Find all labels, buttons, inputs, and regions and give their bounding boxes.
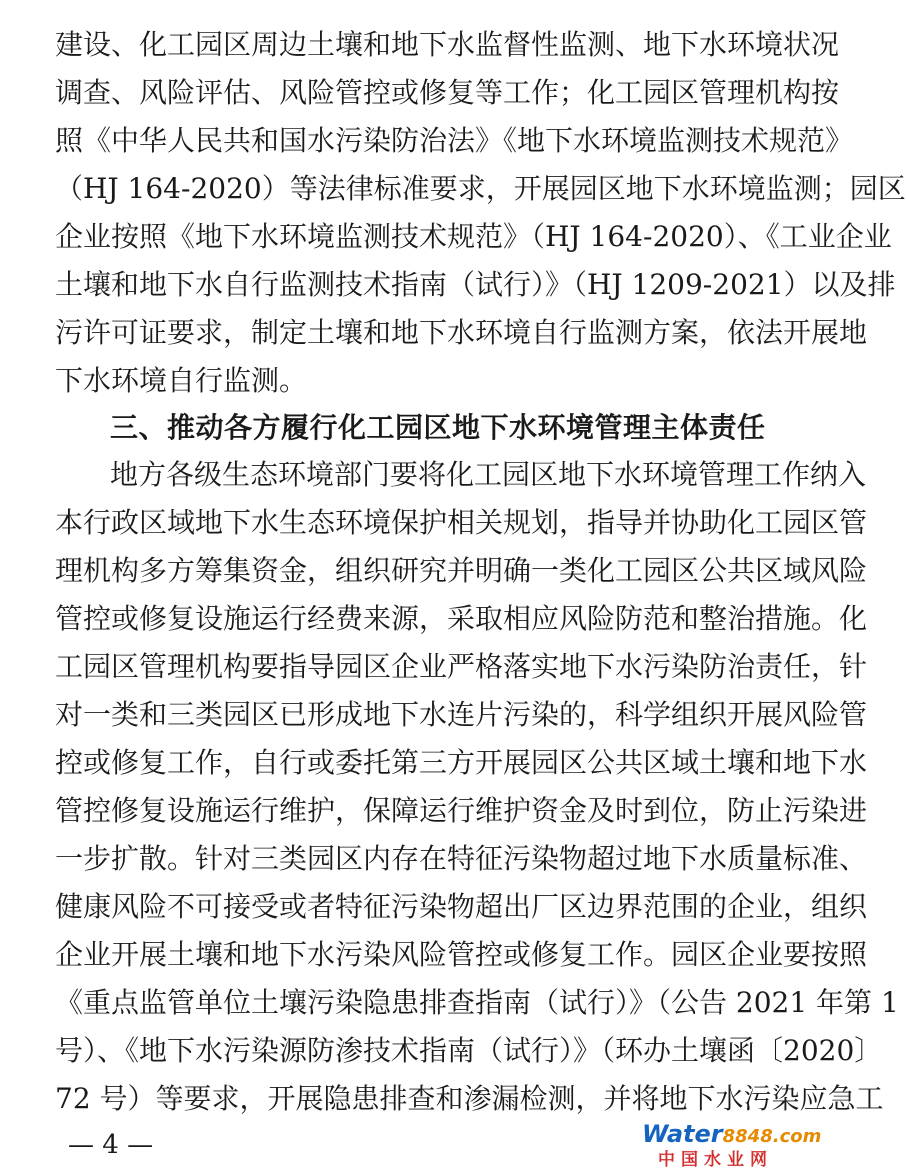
page-number: — 4 —: [68, 1130, 154, 1160]
paragraph-line: 下水环境自行监测。: [55, 364, 308, 397]
watermark-logo: [642, 1120, 822, 1172]
paragraph-line: 号）、《地下水污染源防渗技术指南（试行）》（环办土壤函〔2020〕: [55, 1034, 883, 1067]
watermark-brand-num: 8848: [722, 1126, 773, 1147]
watermark-brand: [642, 1120, 821, 1151]
paragraph-line: 健康风险不可接受或者特征污染物超出厂区边界范围的企业，组织: [55, 890, 868, 923]
paragraph-line: 本行政区域地下水生态环境保护相关规划，指导并协助化工园区管: [55, 506, 868, 539]
paragraph-line: 工园区管理机构要指导园区企业严格落实地下水污染防治责任，针: [55, 650, 868, 683]
paragraph-line: 对一类和三类园区已形成地下水连片污染的，科学组织开展风险管: [55, 698, 868, 731]
paragraph-line: 控或修复工作，自行或委托第三方开展园区公共区域土壤和地下水: [55, 746, 868, 779]
watermark-brand-main: Water: [642, 1120, 723, 1148]
paragraph-line: 照《中华人民共和国水污染防治法》《地下水环境监测技术规范》: [55, 124, 854, 157]
paragraph-line: 土壤和地下水自行监测技术指南（试行）》（HJ 1209-2021）以及排: [55, 268, 896, 301]
watermark-brand-suffix: .com: [772, 1126, 822, 1147]
paragraph-line: 建设、化工园区周边土壤和地下水监督性监测、地下水环境状况: [55, 28, 840, 61]
paragraph-line: 一步扩散。针对三类园区内存在特征污染物超过地下水质量标准、: [55, 842, 868, 875]
paragraph-line: 管控修复设施运行维护，保障运行维护资金及时到位，防止污染进: [55, 794, 868, 827]
paragraph-line: 企业按照《地下水环境监测技术规范》（HJ 164-2020）、《工业企业: [55, 220, 892, 253]
watermark-subtitle: 中国水业网: [658, 1150, 773, 1170]
paragraph-line: 企业开展土壤和地下水污染风险管控或修复工作。园区企业要按照: [55, 938, 868, 971]
paragraph-line: 72 号）等要求，开展隐患排查和渗漏检测，并将地下水污染应急工: [55, 1082, 884, 1115]
section-heading: 三、推动各方履行化工园区地下水环境管理主体责任: [110, 411, 766, 444]
paragraph-line: 理机构多方筹集资金，组织研究并明确一类化工园区公共区域风险: [55, 554, 868, 587]
paragraph-line: 调查、风险评估、风险管控或修复等工作；化工园区管理机构按: [55, 76, 840, 109]
paragraph-line: 地方各级生态环境部门要将化工园区地下水环境管理工作纳入: [110, 458, 867, 491]
paragraph-line: （HJ 164-2020）等法律标准要求，开展园区地下水环境监测；园区: [55, 172, 906, 205]
paragraph-line: 管控或修复设施运行经费来源，采取相应风险防范和整治措施。化: [55, 602, 868, 635]
paragraph-line: 污许可证要求，制定土壤和地下水环境自行监测方案，依法开展地: [55, 316, 868, 349]
paragraph-line: 《重点监管单位土壤污染隐患排查指南（试行）》（公告 2021 年第 1: [55, 986, 899, 1019]
